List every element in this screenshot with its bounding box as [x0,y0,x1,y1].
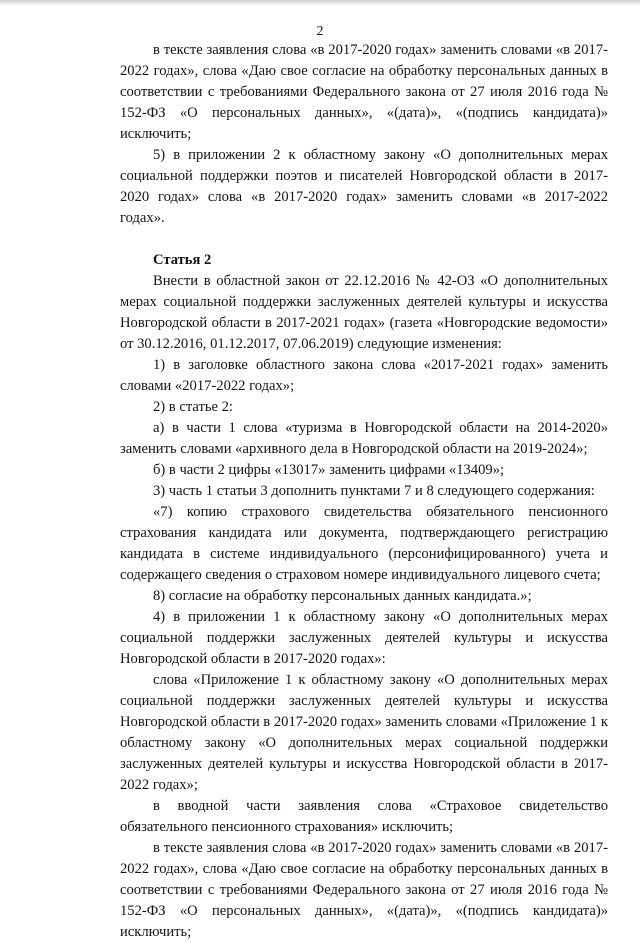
paragraph: «7) копию страхового свидетельства обязательного пенсионного страхования кандидата или документа, подтверждающего регистрацию кандидата в системе индивидуального (персонифицированного) учета и содержащего сведения о страховом номере индивидуального лицевого счета; [120,504,608,583]
document-body [120,40,608,943]
paragraph: 2) в статье 2: [153,399,233,415]
paragraph: 4) в приложении 1 к областному закону «О дополнительных мерах социальной поддержки заслуженных деятелей культуры и искусства Новгородской области в 2017-2020 годах»: [120,609,608,667]
paragraph: а) в части 1 слова «туризма в Новгородской области на 2014-2020» заменить словами «архивного дела в Новгородской области на 2019-2024»; [120,420,608,457]
paragraph: слова «Приложение 1 к областному закону «О дополнительных мерах социальной поддержки заслуженных деятелей культуры и искусства Новгородской области в 2017-2020 годах» заменить словами «Приложение 1 к областному закону «О дополнительных мерах социальной поддержки заслуженных деятелей культуры и искусства Новгородской области в 2017-2022 годах»; [120,672,608,793]
paragraph: 5) в приложении 2 к областному закону «О дополнительных мерах социальной поддержки поэтов и писателей Новгородской области в 2017-2020 годах» слова «в 2017-2020 годах» заменить словами «в 2017-2022 годах». [120,147,608,226]
paragraph: б) в части 2 цифры «13017» заменить цифрами «13409»; [153,462,505,478]
paragraph: 8) согласие на обработку персональных данных кандидата.»; [153,588,532,604]
article-heading: Статья 2 [153,252,212,268]
paragraph-gap [120,229,608,250]
paragraph: 3) часть 1 статьи 3 дополнить пунктами 7 и 8 следующего содержания: [153,483,595,499]
scan-edge [0,0,640,6]
paragraph: Внести в областной закон от 22.12.2016 № 42-ОЗ «О дополнительных мерах социальной поддержки заслуженных деятелей культуры и искусства Новгородской области в 2017-2021 годах» (газета «Новгородские ведомости» от 30.12.2016, 01.12.2017, 07.06.2019) следующие изменения: [120,273,608,352]
page-number: 2 [316,24,324,39]
paragraph: в тексте заявления слова «в 2017-2020 годах» заменить словами «в 2017-2022 годах», слова «Даю свое согласие на обработку персональных данных в соответствии с требованиями Федерального закона от 27 июля 2016 года № 152-ФЗ «О персональных данных», «(дата)», «(подпись кандидата)» исключить; [120,42,608,142]
paragraph: 1) в заголовке областного закона слова «2017-2021 годах» заменить словами «2017-2022 годах»; [120,357,608,394]
paragraph: в тексте заявления слова «в 2017-2020 годах» заменить словами «в 2017-2022 годах», слова «Даю свое согласие на обработку персональных данных в соответствии с требованиями Федерального закона от 27 июля 2016 года № 152-ФЗ «О персональных данных», «(дата)», «(подпись кандидата)» исключить; [120,840,608,940]
paragraph: в вводной части заявления слова «Страховое свидетельство обязательного пенсионного страхования» исключить; [120,798,608,835]
